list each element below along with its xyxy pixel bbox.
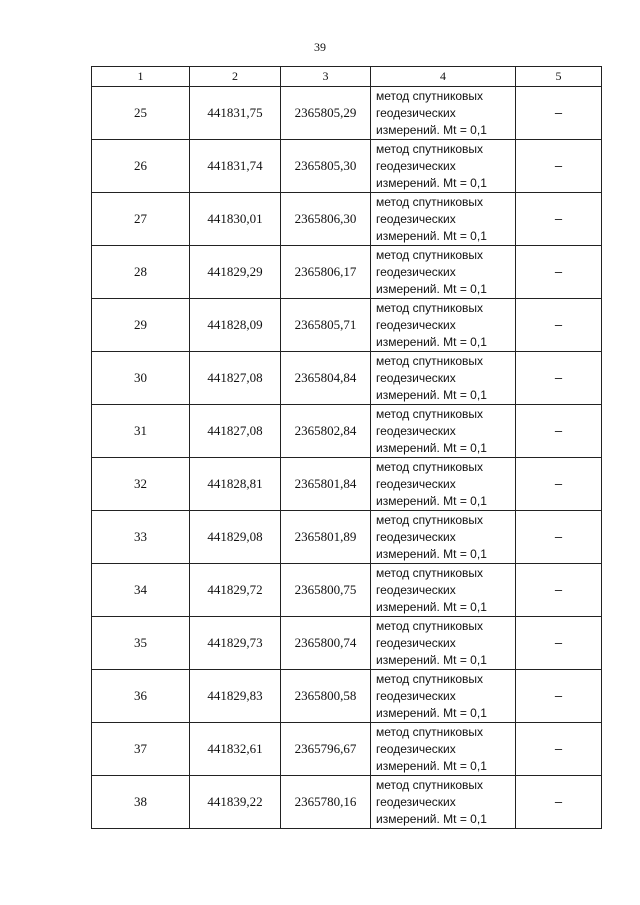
table-row bbox=[92, 458, 602, 511]
method-cell bbox=[371, 617, 516, 670]
method-text-line: измерений. Mt = 0,1 bbox=[376, 175, 487, 190]
y-coordinate-cell: 2365805,30 bbox=[281, 140, 371, 193]
note-dash: – bbox=[554, 370, 563, 385]
method-text-line: измерений. Mt = 0,1 bbox=[376, 811, 487, 826]
method-text-line: геодезических bbox=[376, 158, 456, 173]
page-number: 39 bbox=[314, 40, 326, 54]
y-coordinate-cell: 2365780,16 bbox=[281, 776, 371, 829]
point-number-cell: 28 bbox=[92, 246, 190, 299]
method-text-line: геодезических bbox=[376, 423, 456, 438]
x-coordinate-cell: 441827,08 bbox=[190, 405, 281, 458]
x-coordinate-cell: 441831,75 bbox=[190, 87, 281, 140]
method-text-line: геодезических bbox=[376, 529, 456, 544]
point-number-cell: 35 bbox=[92, 617, 190, 670]
point-number-cell: 34 bbox=[92, 564, 190, 617]
table-row bbox=[92, 193, 602, 246]
method-text-line: геодезических bbox=[376, 741, 456, 756]
note-cell bbox=[516, 617, 602, 670]
table-row bbox=[92, 352, 602, 405]
method-cell bbox=[371, 564, 516, 617]
method-text-line: геодезических bbox=[376, 105, 456, 120]
note-dash: – bbox=[554, 741, 563, 756]
x-coordinate-cell: 441829,29 bbox=[190, 246, 281, 299]
method-text-line: измерений. Mt = 0,1 bbox=[376, 387, 487, 402]
method-text-line: геодезических bbox=[376, 794, 456, 809]
point-number-cell: 29 bbox=[92, 299, 190, 352]
y-coordinate-cell: 2365801,89 bbox=[281, 511, 371, 564]
column-header: 3 bbox=[281, 67, 371, 87]
note-cell bbox=[516, 723, 602, 776]
note-dash: – bbox=[554, 582, 563, 597]
x-coordinate-cell: 441828,81 bbox=[190, 458, 281, 511]
y-coordinate-cell: 2365806,30 bbox=[281, 193, 371, 246]
method-text-line: метод спутниковых bbox=[376, 406, 484, 421]
method-text-line: метод спутниковых bbox=[376, 353, 484, 368]
method-text-line: измерений. Mt = 0,1 bbox=[376, 122, 487, 137]
note-dash: – bbox=[554, 635, 563, 650]
table-row bbox=[92, 511, 602, 564]
method-text-line: метод спутниковых bbox=[376, 194, 484, 209]
note-cell bbox=[516, 193, 602, 246]
y-coordinate-cell: 2365802,84 bbox=[281, 405, 371, 458]
column-header: 1 bbox=[92, 67, 190, 87]
point-number-cell: 32 bbox=[92, 458, 190, 511]
column-header: 4 bbox=[371, 67, 516, 87]
point-number-cell: 33 bbox=[92, 511, 190, 564]
note-dash: – bbox=[554, 794, 563, 809]
x-coordinate-cell: 441829,83 bbox=[190, 670, 281, 723]
method-text-line: геодезических bbox=[376, 635, 456, 650]
method-cell bbox=[371, 299, 516, 352]
note-dash: – bbox=[554, 158, 563, 173]
y-coordinate-cell: 2365805,29 bbox=[281, 87, 371, 140]
note-cell bbox=[516, 299, 602, 352]
y-coordinate-cell: 2365796,67 bbox=[281, 723, 371, 776]
table-body bbox=[92, 87, 602, 829]
method-cell bbox=[371, 246, 516, 299]
method-text-line: геодезических bbox=[376, 688, 456, 703]
x-coordinate-cell: 441831,74 bbox=[190, 140, 281, 193]
method-text-line: измерений. Mt = 0,1 bbox=[376, 440, 487, 455]
x-coordinate-cell: 441828,09 bbox=[190, 299, 281, 352]
method-text-line: метод спутниковых bbox=[376, 671, 484, 686]
method-text-line: измерений. Mt = 0,1 bbox=[376, 281, 487, 296]
note-cell bbox=[516, 352, 602, 405]
point-number-cell: 36 bbox=[92, 670, 190, 723]
point-number-cell: 30 bbox=[92, 352, 190, 405]
method-cell bbox=[371, 511, 516, 564]
note-cell bbox=[516, 511, 602, 564]
method-text-line: геодезических bbox=[376, 582, 456, 597]
method-text-line: измерений. Mt = 0,1 bbox=[376, 493, 487, 508]
method-text-line: измерений. Mt = 0,1 bbox=[376, 334, 487, 349]
method-cell bbox=[371, 87, 516, 140]
note-cell bbox=[516, 246, 602, 299]
note-cell bbox=[516, 564, 602, 617]
x-coordinate-cell: 441829,08 bbox=[190, 511, 281, 564]
column-header: 2 bbox=[190, 67, 281, 87]
method-text-line: метод спутниковых bbox=[376, 618, 484, 633]
header-row bbox=[92, 67, 602, 87]
method-cell bbox=[371, 670, 516, 723]
x-coordinate-cell: 441832,61 bbox=[190, 723, 281, 776]
method-text-line: геодезических bbox=[376, 264, 456, 279]
method-text-line: измерений. Mt = 0,1 bbox=[376, 228, 487, 243]
note-dash: – bbox=[554, 529, 563, 544]
y-coordinate-cell: 2365800,74 bbox=[281, 617, 371, 670]
point-number-cell: 31 bbox=[92, 405, 190, 458]
method-cell bbox=[371, 140, 516, 193]
note-cell bbox=[516, 405, 602, 458]
method-cell bbox=[371, 352, 516, 405]
method-text-line: измерений. Mt = 0,1 bbox=[376, 705, 487, 720]
table-row bbox=[92, 140, 602, 193]
method-text-line: измерений. Mt = 0,1 bbox=[376, 652, 487, 667]
y-coordinate-cell: 2365806,17 bbox=[281, 246, 371, 299]
method-cell bbox=[371, 776, 516, 829]
method-text-line: метод спутниковых bbox=[376, 724, 484, 739]
table-row bbox=[92, 776, 602, 829]
method-text-line: измерений. Mt = 0,1 bbox=[376, 758, 487, 773]
table-row bbox=[92, 564, 602, 617]
method-text-line: измерений. Mt = 0,1 bbox=[376, 599, 487, 614]
method-text-line: геодезических bbox=[376, 211, 456, 226]
coordinates-table bbox=[91, 66, 602, 829]
method-text-line: метод спутниковых bbox=[376, 88, 484, 103]
y-coordinate-cell: 2365804,84 bbox=[281, 352, 371, 405]
note-dash: – bbox=[554, 688, 563, 703]
note-dash: – bbox=[554, 105, 563, 120]
method-text-line: метод спутниковых bbox=[376, 247, 484, 262]
method-cell bbox=[371, 723, 516, 776]
x-coordinate-cell: 441830,01 bbox=[190, 193, 281, 246]
x-coordinate-cell: 441829,73 bbox=[190, 617, 281, 670]
method-text-line: метод спутниковых bbox=[376, 141, 484, 156]
note-dash: – bbox=[554, 211, 563, 226]
method-text-line: метод спутниковых bbox=[376, 565, 484, 580]
note-dash: – bbox=[554, 476, 563, 491]
method-cell bbox=[371, 405, 516, 458]
method-text-line: геодезических bbox=[376, 476, 456, 491]
note-cell bbox=[516, 670, 602, 723]
x-coordinate-cell: 441827,08 bbox=[190, 352, 281, 405]
point-number-cell: 38 bbox=[92, 776, 190, 829]
point-number-cell: 27 bbox=[92, 193, 190, 246]
y-coordinate-cell: 2365801,84 bbox=[281, 458, 371, 511]
point-number-cell: 26 bbox=[92, 140, 190, 193]
note-cell bbox=[516, 776, 602, 829]
table-row bbox=[92, 405, 602, 458]
x-coordinate-cell: 441839,22 bbox=[190, 776, 281, 829]
note-cell bbox=[516, 458, 602, 511]
table-row bbox=[92, 670, 602, 723]
y-coordinate-cell: 2365800,58 bbox=[281, 670, 371, 723]
point-number-cell: 37 bbox=[92, 723, 190, 776]
point-number-cell: 25 bbox=[92, 87, 190, 140]
column-header: 5 bbox=[516, 67, 602, 87]
note-dash: – bbox=[554, 317, 563, 332]
method-text-line: измерений. Mt = 0,1 bbox=[376, 546, 487, 561]
method-text-line: геодезических bbox=[376, 370, 456, 385]
method-text-line: геодезических bbox=[376, 317, 456, 332]
table-row bbox=[92, 299, 602, 352]
method-text-line: метод спутниковых bbox=[376, 459, 484, 474]
table-row bbox=[92, 246, 602, 299]
method-cell bbox=[371, 458, 516, 511]
method-text-line: метод спутниковых bbox=[376, 300, 484, 315]
note-cell bbox=[516, 87, 602, 140]
y-coordinate-cell: 2365805,71 bbox=[281, 299, 371, 352]
table-row bbox=[92, 617, 602, 670]
y-coordinate-cell: 2365800,75 bbox=[281, 564, 371, 617]
x-coordinate-cell: 441829,72 bbox=[190, 564, 281, 617]
method-cell bbox=[371, 193, 516, 246]
note-dash: – bbox=[554, 423, 563, 438]
note-dash: – bbox=[554, 264, 563, 279]
note-cell bbox=[516, 140, 602, 193]
method-text-line: метод спутниковых bbox=[376, 777, 484, 792]
table-row bbox=[92, 87, 602, 140]
table-row bbox=[92, 723, 602, 776]
method-text-line: метод спутниковых bbox=[376, 512, 484, 527]
